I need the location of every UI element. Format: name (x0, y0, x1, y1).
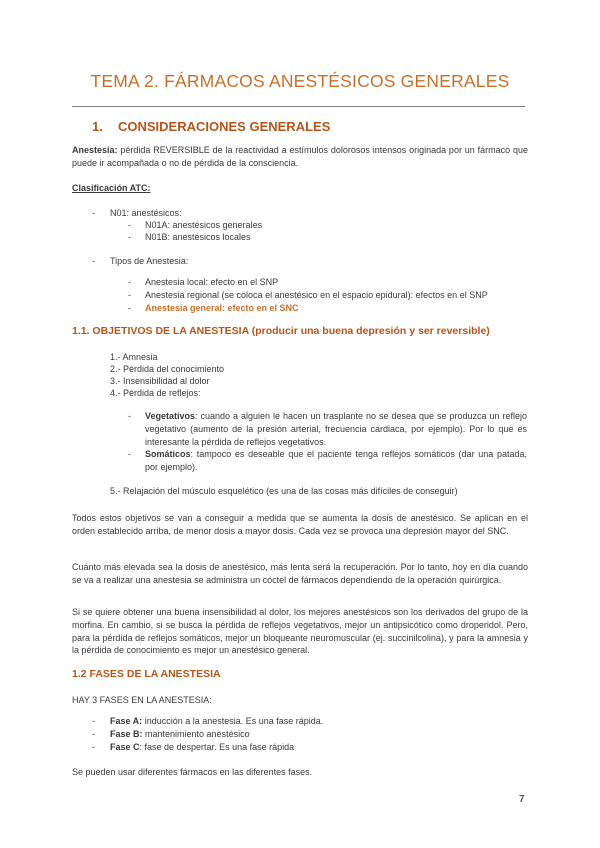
tipo-local: Anestesia local: efecto en el SNP (145, 277, 279, 287)
fase-c (110, 741, 294, 754)
list-dash: - (128, 277, 131, 287)
section-number: 1. (92, 119, 103, 134)
list-dash: - (92, 716, 95, 726)
fase-c-text: : fase de despertar. Es una fase rápida (139, 742, 295, 752)
reflejos-somaticos (145, 448, 527, 474)
list-dash: - (92, 742, 95, 752)
section-heading-1-2: 1.2 FASES DE LA ANESTESIA (72, 668, 221, 680)
clasificacion-heading: Clasificación ATC: (72, 183, 151, 193)
anestesia-definition (72, 144, 528, 170)
list-dash: - (92, 729, 95, 739)
page-number: 7 (519, 794, 525, 805)
list-dash: - (128, 232, 131, 242)
fases-intro: HAY 3 FASES EN LA ANESTESIA: (72, 695, 212, 705)
section-heading-1 (92, 119, 330, 134)
tipos-label: Tipos de Anestesia: (110, 256, 189, 266)
fase-b-text: mantenimiento anestésico (142, 729, 250, 739)
list-dash: - (92, 256, 95, 266)
objetivo-1: 1.- Amnesia (110, 352, 158, 362)
paragraph-2: Cuánto más elevada sea la dosis de anestésico, más lenta será la recuperación. Por lo tanto, hoy en día cuando se va a realizar una anestesia se administra un cóctel de fármacos dependiendo de la operación quirúrgica. (72, 562, 528, 585)
vegetativos-term: Vegetativos (145, 411, 196, 421)
atc-n01b: N01B: anestésicos locales (145, 232, 251, 242)
fase-c-term: Fase C (110, 742, 140, 752)
vegetativos-text: : cuando a alguien le hacen un trasplante no se desea que se produzca un reflejo vegetativo (aumento de la presión arterial, frecuencia cardiaca, por ejemplo). Por lo que es interesante la pérdida de reflejos vegetativos. (145, 411, 527, 447)
list-dash: - (128, 290, 131, 300)
paragraph-1: Todos estos objetivos se van a conseguir a medida que se aumenta la dosis de anestésico. Se aplican en el orden establecido arriba, de menor dosis a mayor dosis. Cada vez se provoca una depresión mayor del SNC. (72, 513, 528, 536)
fase-a (110, 715, 323, 728)
section-heading-1-1: 1.1. OBJETIVOS DE LA ANESTESIA (producir una buena depresión y ser reversible) (72, 325, 490, 337)
fase-a-text: inducción a la anestesia. Es una fase rápida. (142, 716, 324, 726)
anestesia-text: pérdida REVERSIBLE de la reactividad a estímulos dolorosos intensos originada por un fármaco que puede ir acompañada o no de pérdida de la consciencia. (72, 145, 528, 168)
tipo-regional: Anestesia regional (se coloca el anestésico en el espacio epidural): efectos en el SNP (145, 290, 488, 300)
fase-b-term: Fase B: (110, 729, 143, 739)
tipo-general: Anestesia general: efecto en el SNC (145, 303, 299, 313)
list-dash: - (92, 208, 95, 218)
section-title: CONSIDERACIONES GENERALES (118, 119, 331, 134)
anestesia-term: Anestesia: (72, 145, 118, 155)
objetivo-2: 2.- Pérdida del conocimiento (110, 364, 225, 374)
list-dash: - (128, 220, 131, 230)
somaticos-text: : tampoco es deseable que el paciente tenga reflejos somáticos (dar una patada, por ejemplo). (145, 449, 527, 472)
paragraph-4: Se pueden usar diferentes fármacos en las diferentes fases. (72, 767, 313, 777)
reflejos-vegetativos (145, 410, 527, 448)
fase-a-term: Fase A: (110, 716, 143, 726)
list-dash: - (128, 303, 131, 313)
atc-n01a: N01A: anestésicos generales (145, 220, 263, 230)
atc-n01: N01: anestésicos: (110, 208, 182, 218)
list-dash: - (128, 449, 131, 459)
title-divider (72, 106, 525, 107)
objetivo-5: 5.- Relajación del músculo esquelético (es una de las cosas más difíciles de conseguir) (110, 486, 458, 496)
paragraph-3: Si se quiere obtener una buena insensibilidad al dolor, los mejores anestésicos son los derivados del grupo de la morfina. En cambio, si se busca la pérdida de reflejos vegetativos, mejor un antipsicótico como droperidol. Pero, para la pérdida de reflejos somáticos, mejor un bloqueante neuromuscular (ej. succinilcolina), y para la amnesia y la pérdida de conocimiento es mejor un anestésico general. (72, 607, 528, 656)
fase-b (110, 728, 250, 741)
somaticos-term: Somáticos (145, 449, 191, 459)
objetivo-3: 3.- Insensibilidad al dolor (110, 376, 210, 386)
page-title: TEMA 2. FÁRMACOS ANESTÉSICOS GENERALES (90, 71, 510, 91)
objetivo-4: 4.- Pérdida de reflejos: (110, 388, 201, 398)
list-dash: - (128, 411, 131, 421)
